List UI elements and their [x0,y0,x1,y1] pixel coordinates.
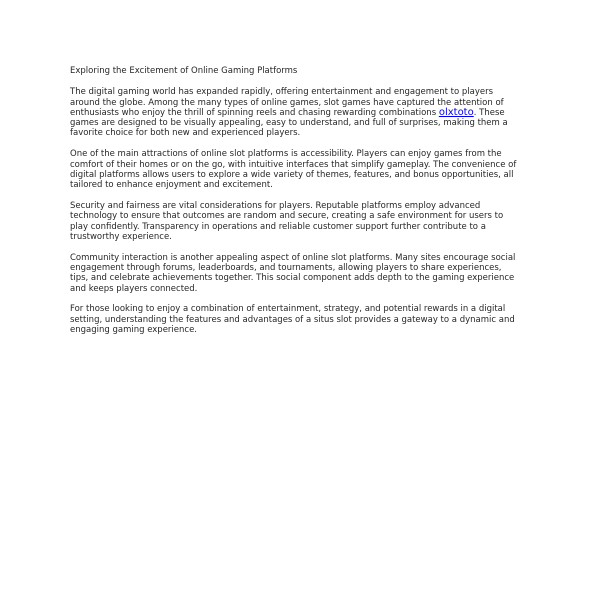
paragraph-conclusion: For those looking to enjoy a combination of entertainment, strategy, and potential rewards in a digital setting, understanding the features and advantages of a situs slot provides a gateway to a dynamic and engaging gaming experience. [70,304,515,335]
article-body [70,66,522,346]
paragraph-intro [70,87,522,138]
paragraph-security: Security and fairness are vital considerations for players. Reputable platforms employ advanced technology to ensure that outcomes are random and secure, creating a safe environment for users to play confidently. Transparency in operations and reliable customer support further contribute to a trustworthy experience. [70,200,504,242]
paragraph-intro-text-before-link: The digital gaming world has expanded rapidly, offering entertainment and engagement to players around the globe. Among the many types of online games, slot games have captured the attention of enthusiasts who enjoy the thrill of spinning reels and chasing rewarding combinations [70,87,504,118]
page-title: Exploring the Excitement of Online Gaming Platforms [70,66,298,76]
paragraph-intro-text-after-link: . These games are designed to be visually appealing, easy to understand, and full of surprises, making them a favorite choice for both new and experienced players. [70,107,508,139]
olxtoto-link[interactable]: olxtoto [438,106,474,118]
paragraph-community: Community interaction is another appealing aspect of online slot platforms. Many sites encourage social engagement through forums, leaderboards, and tournaments, allowing players to share experiences, tips, and celebrate achievements together. This social component adds depth to the gaming experience and keeps players connected. [70,252,516,294]
paragraph-accessibility: One of the main attractions of online slot platforms is accessibility. Players can enjoy games from the comfort of their homes or on the go, with intuitive interfaces that simplify gameplay. The convenience of digital platforms allows users to explore a wide variety of themes, features, and bonus opportunities, all tailored to enhance enjoyment and excitement. [70,149,517,191]
